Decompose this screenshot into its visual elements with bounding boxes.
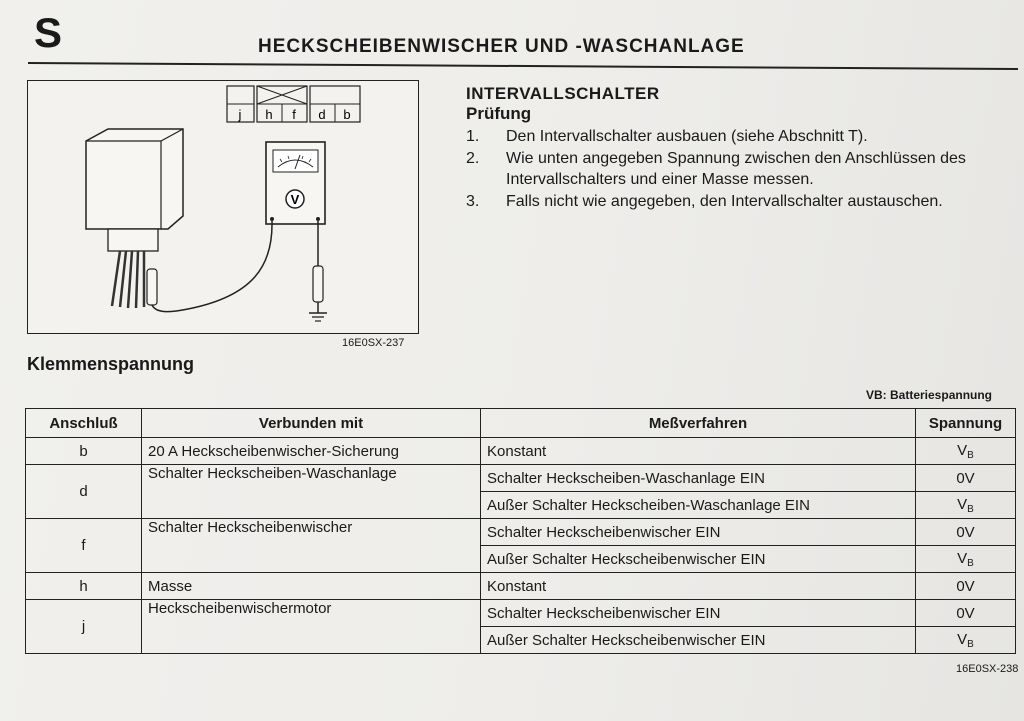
voltage-value: V <box>957 441 968 459</box>
terminal-cell: j <box>26 600 142 654</box>
terminal-cell: f <box>26 519 142 573</box>
step-item <box>466 126 1006 148</box>
method-cell: Konstant <box>481 438 916 465</box>
voltage-value: 0V <box>956 523 975 541</box>
voltage-subscript: B <box>967 503 974 515</box>
step-text: Den Intervallschalter ausbauen (siehe Abschnitt T). <box>506 128 868 145</box>
terminal-cell: d <box>26 465 142 519</box>
table-figure-id: 16E0SX-238 <box>956 663 1019 675</box>
header-terminal: Anschluß <box>26 409 142 438</box>
voltage-subscript: B <box>967 638 974 650</box>
header-divider <box>28 62 1018 70</box>
connector-pin-b: b <box>343 107 351 122</box>
voltage-cell <box>916 627 1016 654</box>
voltage-cell <box>916 465 1016 492</box>
voltage-value: V <box>957 549 968 567</box>
voltmeter <box>266 142 325 224</box>
ground-icon <box>309 313 327 321</box>
header-connected: Verbunden mit <box>142 409 481 438</box>
voltage-subscript: B <box>967 557 974 569</box>
vb-legend: VB: Batteriespannung <box>866 388 993 402</box>
voltage-value: V <box>957 495 968 513</box>
connector-pin-f: f <box>292 107 296 122</box>
voltage-subscript: B <box>967 449 974 461</box>
method-cell: Konstant <box>481 573 916 600</box>
terminal-cell: b <box>26 438 142 465</box>
connected-cell: Schalter Heckscheibenwischer <box>142 519 481 573</box>
instruction-column <box>466 84 1006 212</box>
relay-illustration <box>86 129 183 308</box>
step-number: 3. <box>466 192 480 210</box>
voltage-value: 0V <box>956 604 975 622</box>
connector-pin-h: h <box>265 107 273 122</box>
connected-cell: Heckscheibenwischermotor <box>142 600 481 654</box>
method-cell: Außer Schalter Heckscheibenwischer EIN <box>481 546 916 573</box>
diagram-figure-id: 16E0SX-237 <box>342 337 405 349</box>
voltage-value: 0V <box>956 469 975 487</box>
connected-cell: 20 A Heckscheibenwischer-Sicherung <box>142 438 481 465</box>
table-row <box>26 438 1016 465</box>
table-row <box>26 600 1016 627</box>
method-cell: Schalter Heckscheibenwischer EIN <box>481 600 916 627</box>
table-row <box>26 573 1016 600</box>
step-text: Falls nicht wie angegeben, den Intervallschalter austauschen. <box>506 192 943 210</box>
step-item <box>466 148 1006 191</box>
header-method: Meßverfahren <box>481 409 916 438</box>
step-number: 1. <box>466 128 480 145</box>
connector-pin-j: j <box>238 107 242 122</box>
header-voltage: Spannung <box>916 409 1016 438</box>
wiring-diagram-drawing <box>28 81 418 333</box>
connected-cell: Masse <box>142 573 481 600</box>
voltage-value: 0V <box>956 577 975 595</box>
table-row <box>26 465 1016 492</box>
method-cell: Außer Schalter Heckscheibenwischer EIN <box>481 627 916 654</box>
voltage-cell <box>916 600 1016 627</box>
voltage-cell <box>916 573 1016 600</box>
subsection-title: Prüfung <box>466 104 532 123</box>
method-cell: Schalter Heckscheibenwischer EIN <box>481 519 916 546</box>
table-header-row <box>26 409 1016 438</box>
voltage-cell <box>916 438 1016 465</box>
method-cell: Außer Schalter Heckscheiben-Waschanlage EIN <box>481 492 916 519</box>
voltage-cell <box>916 519 1016 546</box>
voltage-cell <box>916 546 1016 573</box>
voltage-cell <box>916 492 1016 519</box>
voltage-value: V <box>957 630 968 648</box>
step-list <box>466 126 1006 212</box>
connected-cell: Schalter Heckscheiben-Waschanlage <box>142 465 481 519</box>
step-text: Wie unten angegeben Spannung zwischen den Anschlüssen des Intervallschalters und einer Masse messen. <box>506 149 966 188</box>
wiring-diagram <box>27 80 419 334</box>
connector-illustration <box>227 86 360 122</box>
method-cell: Schalter Heckscheiben-Waschanlage EIN <box>481 465 916 492</box>
step-item <box>466 191 1006 213</box>
connector-pin-d: d <box>318 107 326 122</box>
table-title: Klemmenspannung <box>27 354 195 374</box>
terminal-voltage-table <box>25 408 1016 654</box>
section-letter: S <box>34 9 63 56</box>
section-title: INTERVALLSCHALTER <box>466 84 660 103</box>
page-title: HECKSCHEIBENWISCHER UND -WASCHANLAGE <box>258 36 745 57</box>
voltmeter-label: V <box>290 192 300 207</box>
table-row <box>26 519 1016 546</box>
table-body <box>26 438 1016 654</box>
step-number: 2. <box>466 149 480 167</box>
terminal-cell: h <box>26 573 142 600</box>
